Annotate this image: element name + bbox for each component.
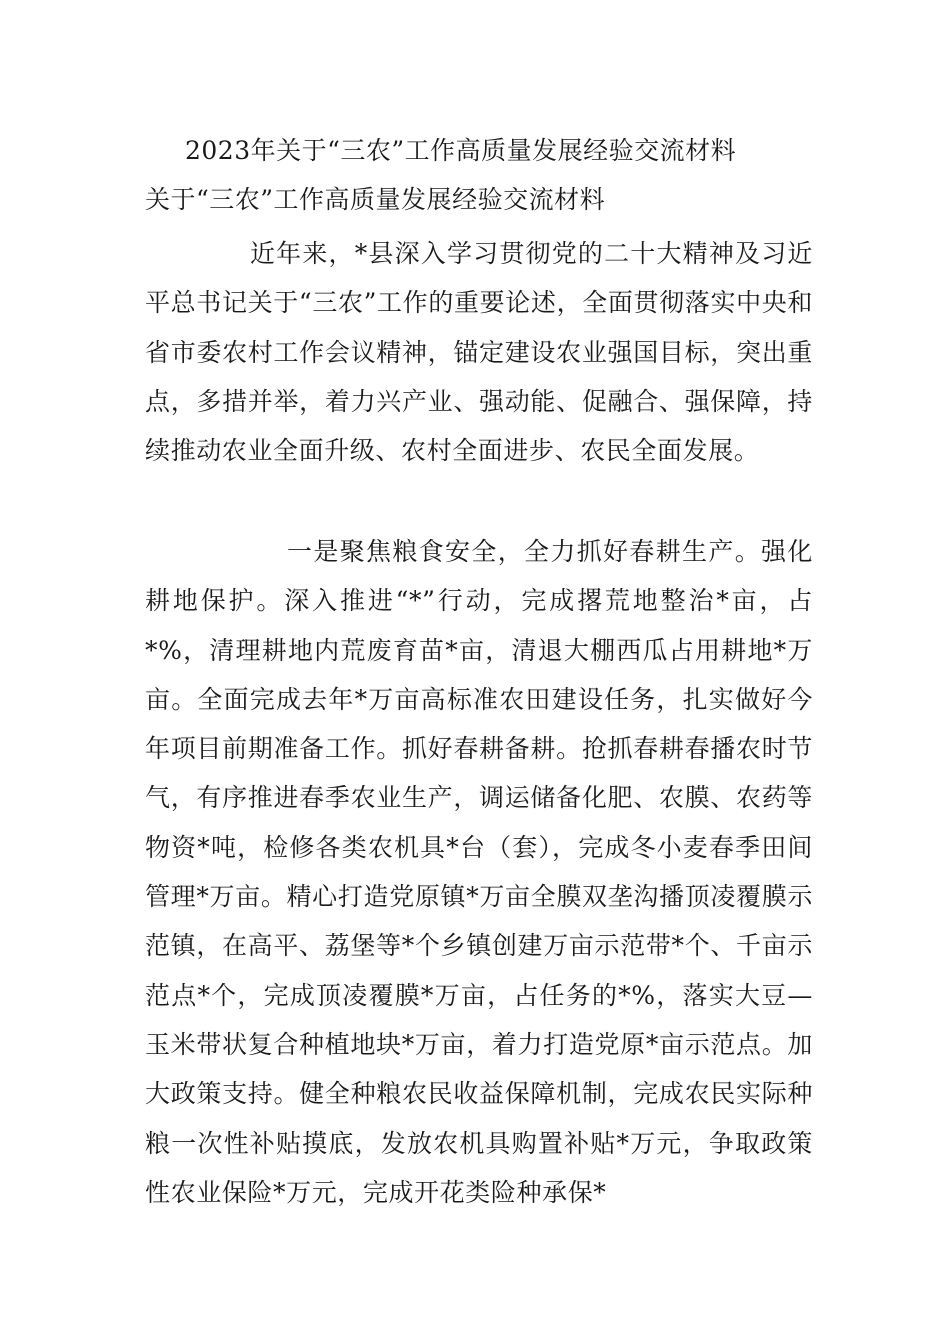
document-title: 2023年关于“三农”工作高质量发展经验交流材料 xyxy=(185,136,737,165)
paragraph-intro: 近年来，*县深入学习贯彻党的二十大精神及习近平总书记关于“三农”工作的重要论述，全面贯彻落实中央和省市委农村工作会议精神，锚定建设农业强国目标，突出重点，多措并举，着力兴产业、强动能、促融合、强保障，持续推动农业全面升级、农村全面进步、农民全面发展。 xyxy=(145,239,813,466)
document-subtitle: 关于“三农”工作高质量发展经验交流材料 xyxy=(145,185,606,214)
paragraph-food-security: 一是聚焦粮食安全，全力抓好春耕生产。强化耕地保护。深入推进“*”行动，完成撂荒地整治*亩，占*%，清理耕地内荒废育苗*亩，清退大棚西瓜占用耕地*万亩。全面完成去年*万亩高标准农田建设任务，扎实做好今年项目前期准备工作。抓好春耕备耕。抢抓春耕春播农时节气，有序推进春季农业生产，调运储备化肥、农膜、农药等物资*吨，检修各类农机具*台（套），完成冬小麦春季田间管理*万亩。精心打造党原镇*万亩全膜双垄沟播顶凌覆膜示范镇，在高平、荔堡等*个乡镇创建万亩示范带*个、千亩示范点*个，完成顶凌覆膜*万亩，占任务的*%，落实大豆—玉米带状复合种植地块*万亩，着力打造党原*亩示范点。加大政策支持。健全种粮农民收益保障机制，完成农民实际种粮一次性补贴摸底，发放农机具购置补贴*万元，争取政策性农业保险*万元，完成开花类险种承保* xyxy=(145,537,813,1207)
